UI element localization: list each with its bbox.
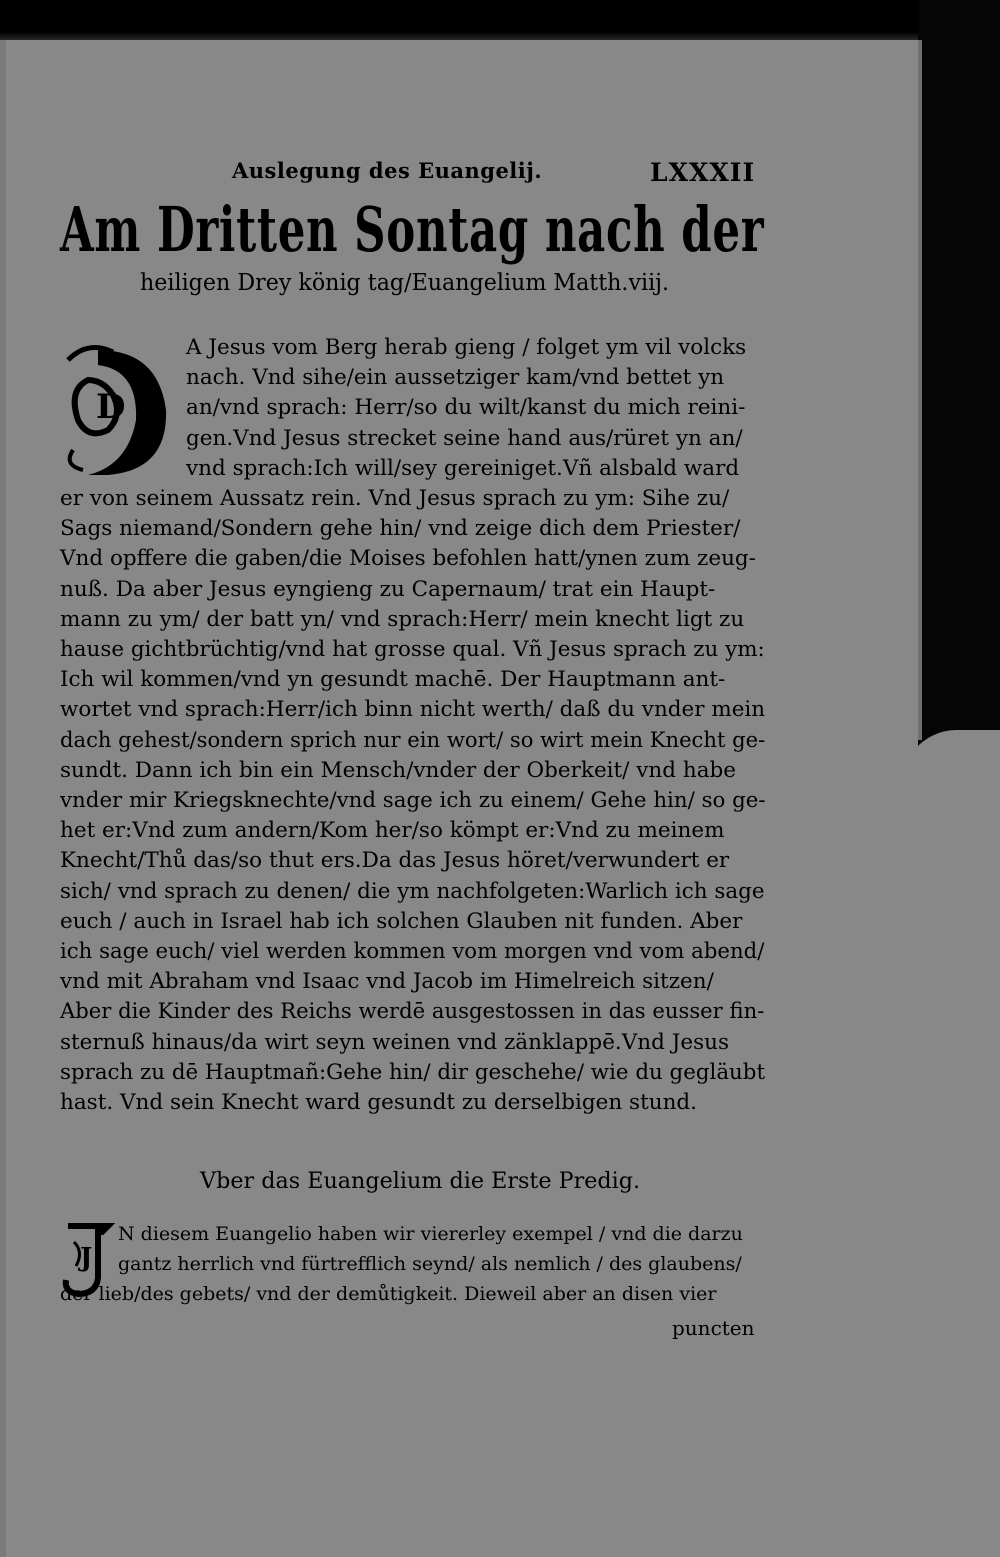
gospel-line: sternuß hinaus/da wirt seyn weinen vnd zänklappē.Vnd Jesus bbox=[60, 1029, 729, 1055]
gospel-line: dach gehest/sondern sprich nur ein wort/ so wirt mein Knecht ge- bbox=[60, 727, 766, 753]
initial-letter: D bbox=[96, 387, 126, 427]
gospel-line: nuß. Da aber Jesus eyngieng zu Capernaum/ trat ein Haupt- bbox=[60, 576, 716, 602]
gospel-line: Ich wil kommen/vnd yn gesundt machē. Der Hauptmann ant- bbox=[60, 667, 726, 693]
page-title: Am Dritten Sontag nach der bbox=[60, 193, 765, 266]
page-header bbox=[232, 158, 762, 192]
page-subtitle: heiligen Drey könig tag/Euangelium Matth.viij. bbox=[140, 270, 670, 296]
folio-number: LXXXII bbox=[650, 158, 756, 187]
gospel-line: hause gichtbrüchtig/vnd hat grosse qual. Vñ Jesus sprach zu ym: bbox=[60, 637, 765, 662]
sermon-heading: Vber das Euangelium die Erste Predig. bbox=[200, 1168, 641, 1194]
gospel-line: sprach zu dē Hauptmañ:Gehe hin/ dir geschehe/ wie du gegläubt bbox=[60, 1059, 766, 1085]
gospel-line: Aber die Kinder des Reichs werdē ausgestossen in das eusser fin- bbox=[60, 999, 765, 1025]
gospel-line: euch / auch in Israel hab ich solchen Glauben nit funden. Aber bbox=[60, 908, 743, 934]
gospel-line: gen.Vnd Jesus strecket seine hand aus/rüret yn an/ bbox=[186, 425, 743, 451]
gospel-line: hast. Vnd sein Knecht ward gesundt zu derselbigen stund. bbox=[60, 1090, 698, 1115]
sermon-line: N diesem Euangelio haben wir viererley exempel / vnd die darzu bbox=[118, 1223, 743, 1245]
sermon-line: gantz herrlich vnd fürtrefflich seynd/ als nemlich / des glaubens/ bbox=[118, 1253, 742, 1275]
gospel-line: vnder mir Kriegsknechte/vnd sage ich zu einem/ Gehe hin/ so ge- bbox=[60, 788, 766, 813]
gospel-line: vnd mit Abraham vnd Isaac vnd Jacob im Himelreich sitzen/ bbox=[60, 969, 714, 995]
gospel-line: wortet vnd sprach:Herr/ich binn nicht werth/ daß du vnder mein bbox=[60, 697, 766, 723]
gospel-line: sich/ vnd sprach zu denen/ die ym nachfolgeten:Warlich ich sage bbox=[60, 878, 765, 904]
gospel-line: vnd sprach:Ich will/sey gereiniget.Vñ alsbald ward bbox=[186, 455, 740, 481]
gospel-line: an/vnd sprach: Herr/so du wilt/kanst du mich reini- bbox=[186, 395, 746, 421]
decorated-initial-d bbox=[58, 330, 178, 480]
gospel-line: Vnd opffere die gaben/die Moises befohlen hatt/ynen zum zeug- bbox=[60, 546, 756, 572]
running-head: Auslegung des Euangelij. bbox=[232, 158, 543, 183]
gospel-line: het er:Vnd zum andern/Kom her/so kömpt er:Vnd zu meinem bbox=[60, 818, 725, 844]
page-curl bbox=[896, 730, 1000, 1557]
gospel-line: Knecht/Thů das/so thut ers.Da das Jesus höret/verwundert er bbox=[60, 848, 730, 874]
initial-letter-j: J bbox=[80, 1243, 93, 1273]
page-left-edge bbox=[0, 40, 6, 1557]
gospel-line: A Jesus vom Berg herab gieng / folget ym vil volcks bbox=[186, 335, 747, 360]
gospel-line: ich sage euch/ viel werden kommen vom morgen vnd vom abend/ bbox=[60, 939, 765, 964]
catchword: puncten bbox=[672, 1316, 755, 1340]
gospel-line: sundt. Dann ich bin ein Mensch/vnder der Oberkeit/ vnd habe bbox=[60, 757, 737, 783]
gospel-line: mann zu ym/ der batt yn/ vnd sprach:Herr/ mein knecht ligt zu bbox=[60, 606, 745, 632]
gospel-line: nach. Vnd sihe/ein aussetziger kam/vnd bettet yn bbox=[186, 365, 725, 391]
gospel-line: er von seinem Aussatz rein. Vnd Jesus sprach zu ym: Sihe zu/ bbox=[60, 486, 730, 511]
sermon-line: der lieb/des gebets/ vnd der demůtigkeit. Dieweil aber an disen vier bbox=[60, 1283, 717, 1305]
gospel-line: Sags niemand/Sondern gehe hin/ vnd zeige dich dem Priester/ bbox=[60, 516, 741, 542]
page-right-edge bbox=[918, 40, 922, 740]
